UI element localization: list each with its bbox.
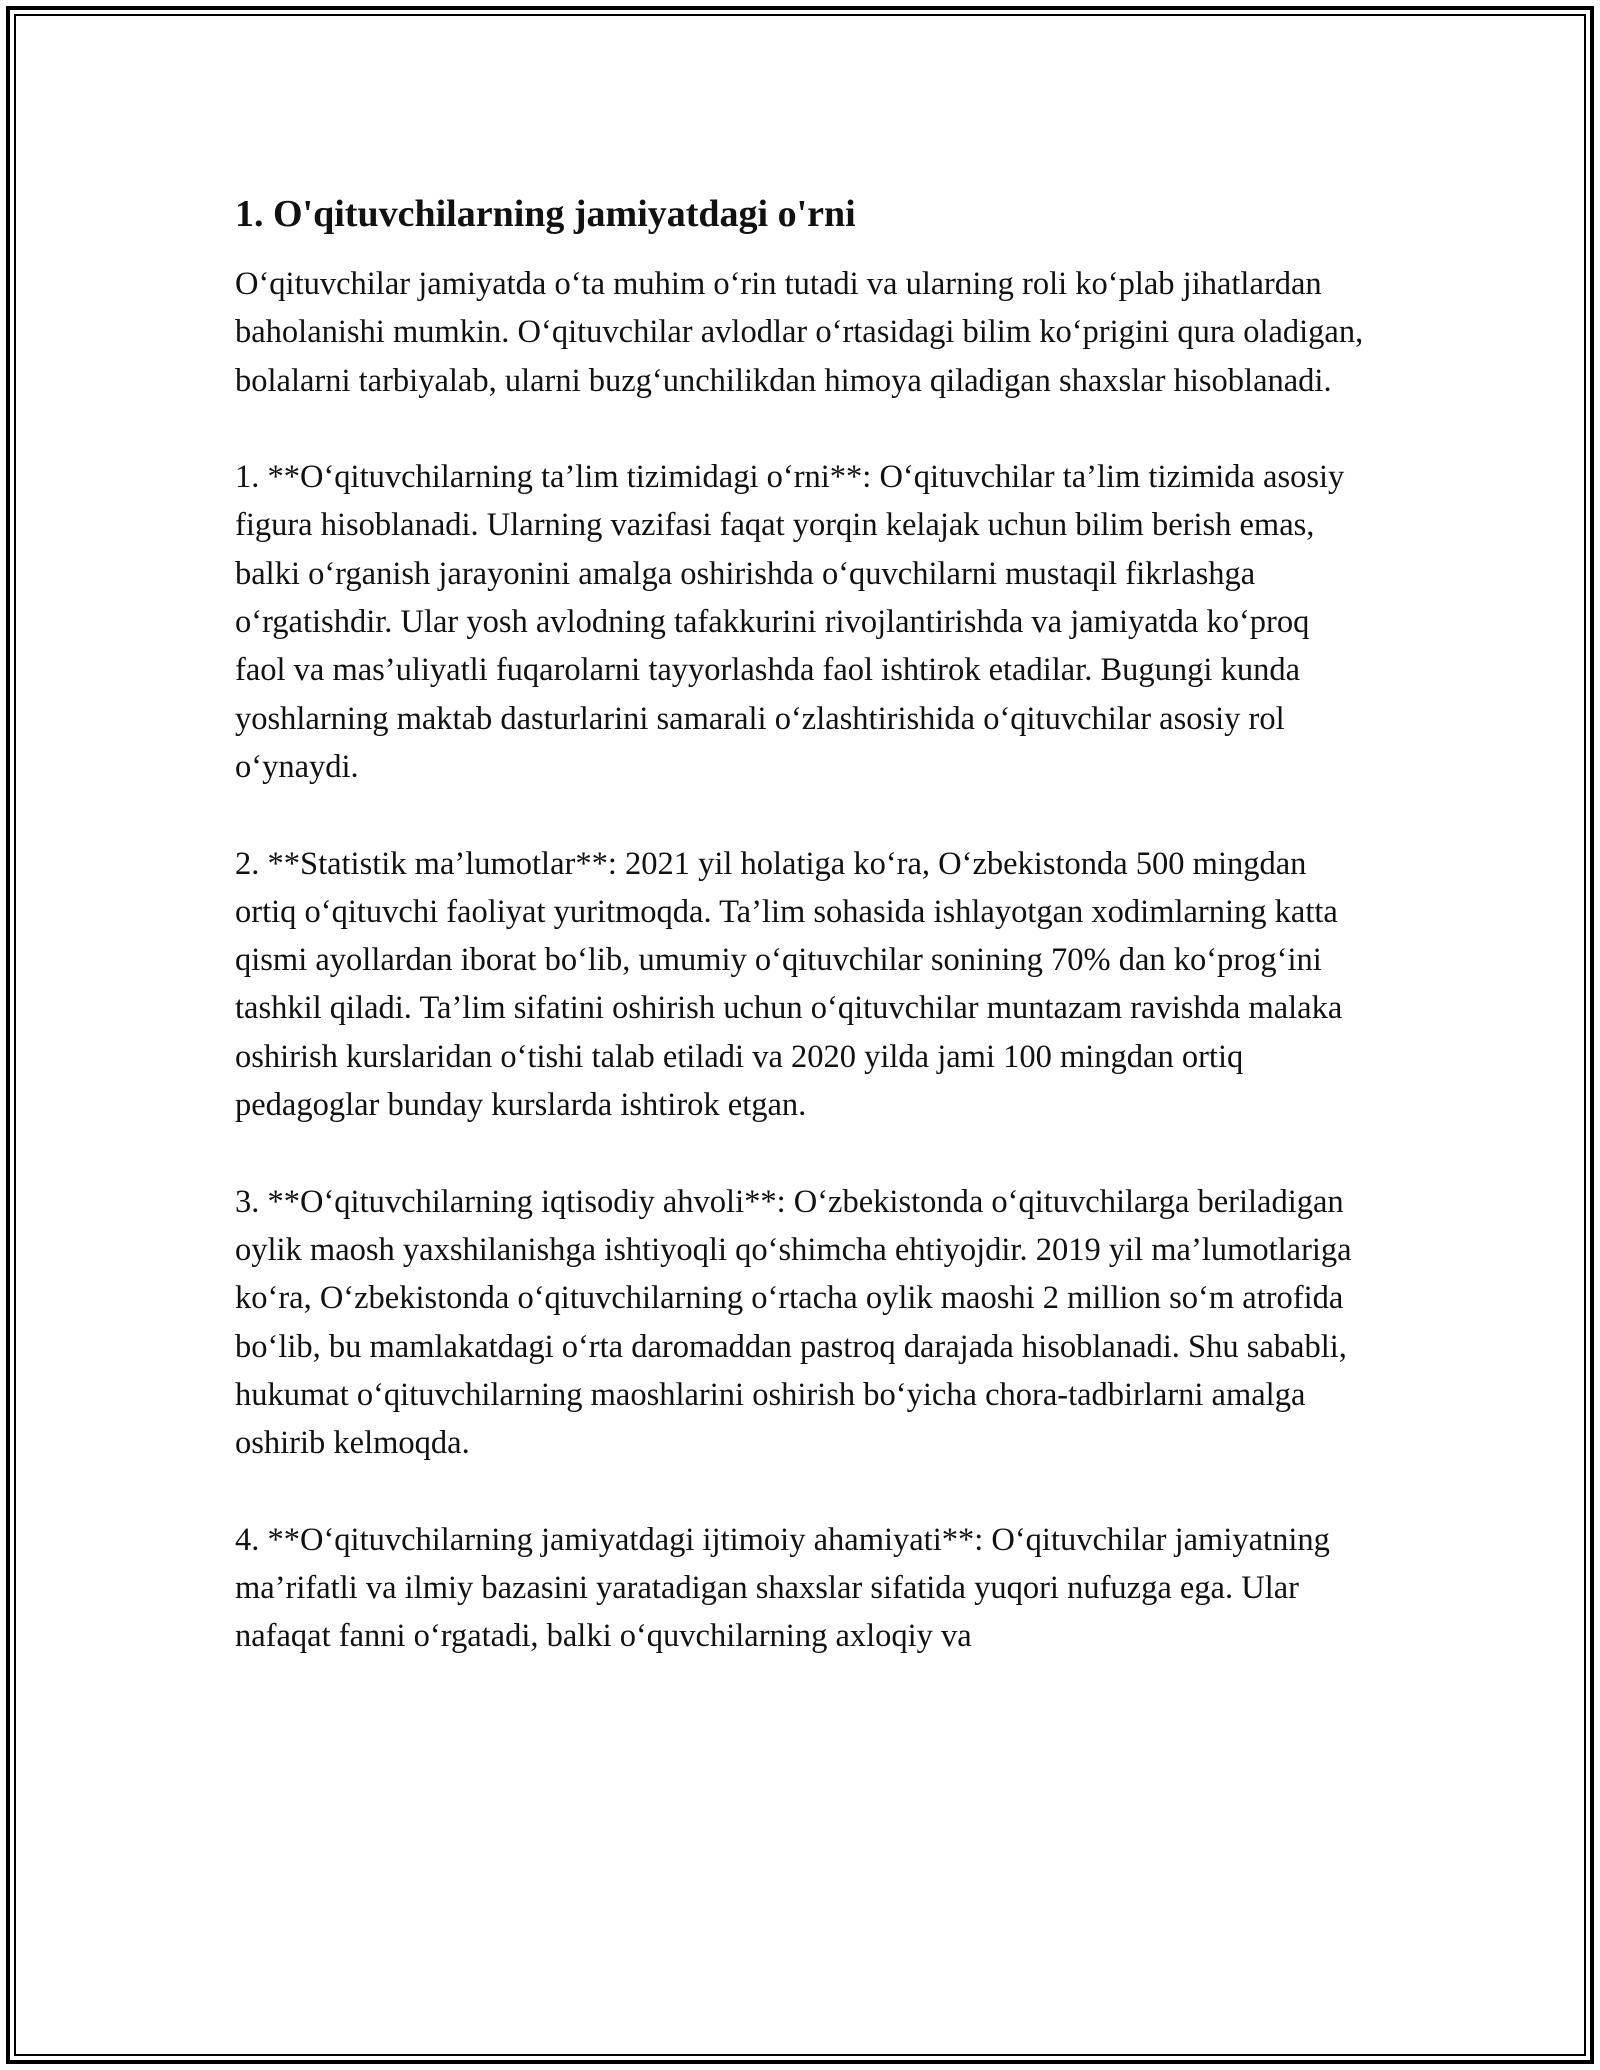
paragraph-economic-status: 3. **O‘qituvchilarning iqtisodiy ahvoli**: O‘zbekistonda o‘qituvchilarga beriladigan oylik maosh yaxshilanishga ishtiyoqli qo‘shimcha ehtiyojdir. 2019 yil ma’lumotlariga ko‘ra, O‘zbekistonda o‘qituvchilarning o‘rtacha oylik maoshi 2 million so‘m atrofida bo‘lib, bu mamlakatdagi o‘rta daromaddan pastroq darajada hisoblanadi. Shu sababli, hukumat o‘qituvchilarning maoshlarini oshirish bo‘yicha chora-tadbirlarni amalga oshirib kelmoqda.	[235, 1183, 1352, 1462]
paragraph-social-importance: 4. **O‘qituvchilarning jamiyatdagi ijtimoiy ahamiyati**: O‘qituvchilar jamiyatning ma’rifatli va ilmiy bazasini yaratadigan shaxslar sifatida yuqori nufuzga ega. Ular nafaqat fanni o‘rgatadi, balki o‘quvchilarning axloqiy va	[235, 1521, 1330, 1655]
paragraph-statistics: 2. **Statistik ma’lumotlar**: 2021 yil holatiga ko‘ra, O‘zbekistonda 500 mingdan ortiq o‘qituvchi faoliyat yuritmoqda. Ta’lim sohasida ishlayotgan xodimlarning katta qismi ayollardan iborat bo‘lib, umumiy o‘qituvchilar sonining 70% dan ko‘prog‘ini tashkil qiladi. Ta’lim sifatini oshirish uchun o‘qituvchilar muntazam ravishda malaka oshirish kurslaridan o‘tishi talab etiladi va 2020 yilda jami 100 mingdan ortiq pedagoglar bunday kurslarda ishtirok etgan.	[235, 845, 1343, 1124]
document-body	[235, 186, 1365, 1709]
section-heading: 1. O'qituvchilarning jamiyatdagi o'rni	[235, 193, 856, 235]
intro-paragraph: O‘qituvchilar jamiyatda o‘ta muhim o‘rin tutadi va ularning roli ko‘plab jihatlardan baholanishi mumkin. O‘qituvchilar avlodlar o‘rtasidagi bilim ko‘prigini qura oladigan, bolalarni tarbiyalab, ularni buzg‘unchilikdan himoya qiladigan shaxslar hisoblanadi.	[235, 266, 1364, 399]
paragraph-education-role: 1. **O‘qituvchilarning ta’lim tizimidagi o‘rni**: O‘qituvchilar ta’lim tizimida asosiy figura hisoblanadi. Ularning vazifasi faqat yorqin kelajak uchun bilim berish emas, balki o‘rganish jarayonini amalga oshirishda o‘quvchilarni mustaqil fikrlashga o‘rgatishdir. Ular yosh avlodning tafakkurini rivojlantirishda va jamiyatda ko‘proq faol va mas’uliyatli fuqarolarni tayyorlashda faol ishtirok etadilar. Bugungi kunda yoshlarning maktab dasturlarini samarali o‘zlashtirishida o‘qituvchilar asosiy rol o‘ynaydi.	[235, 459, 1345, 785]
